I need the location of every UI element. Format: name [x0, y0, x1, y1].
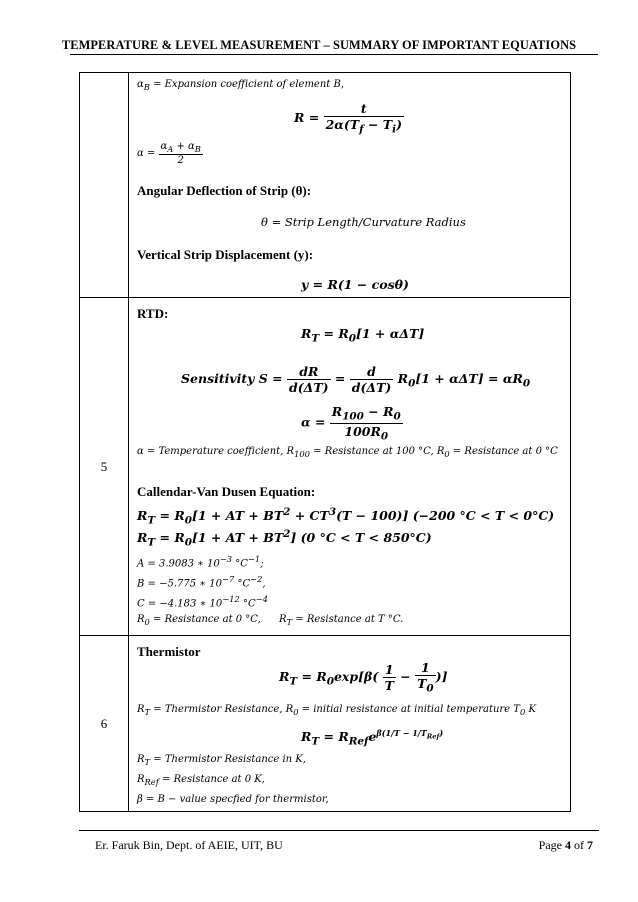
alpha-average-equation: α = $\frac{\alpha_A + \alpha_B}{2}$ — [137, 141, 201, 166]
constant-a: A = 3.9083 ∗ $10^{-3}$ $^\circ C^{-1}$; — [137, 554, 264, 570]
alpha-average-fraction: $\frac{\alpha_A + \alpha_B}{2}$ — [160, 141, 201, 166]
row-number-6: 6 — [80, 636, 129, 812]
page-of: of — [574, 838, 584, 852]
constant-c: C = −4.183 ∗ $10^{-12}$ $^\circ C^{-4}$ — [137, 594, 268, 610]
thermistor-definition-4: β = B − value specfied for thermistor, — [137, 794, 329, 805]
row-number-5: 5 — [80, 298, 129, 636]
page-total: 7 — [587, 838, 593, 852]
footer-author: Er. Faruk Bin, Dept. of AEIE, UIT, BU — [95, 838, 283, 852]
table-row-rtd — [80, 298, 571, 636]
rt-definition: $R_T$ = Resistance at T °C. — [279, 614, 404, 627]
r0-definition: $R_0$ = Resistance at 0 °C, — [137, 614, 261, 627]
page-header-title: TEMPERATURE & LEVEL MEASUREMENT – SUMMARY OF IMPORTANT EQUATIONS — [61, 38, 577, 52]
thermistor-definition-1: $R_T$ = Thermistor Resistance, $R_0$ = initial resistance at initial temperature $T_0$ K — [137, 704, 536, 717]
row-content-rtd — [129, 298, 571, 636]
rtd-definitions: α = Temperature coefficient, $R_{100}$ = Resistance at 100 °C, $R_0$ = Resistance at 0 °C — [137, 446, 558, 459]
thermistor-definition-2: $R_T$ = Thermistor Resistance in K, — [137, 754, 306, 767]
vertical-displacement-heading: Vertical Strip Displacement (y): — [137, 247, 314, 262]
cvd-equation-negative-range: $R_T = R_0[1$ + AT + $BT^2 + CT^3(T - 100)$] (−200 °C < T < 0°C) — [137, 506, 555, 527]
thermistor-equation-2: $R_T = R_{Ref}e^{\beta(1/T - 1/T_{Ref})}$ — [301, 728, 444, 748]
row-content-bimetal — [129, 73, 571, 298]
angular-deflection-heading: Angular Deflection of Strip (θ): — [137, 183, 312, 198]
radius-equation: R = $\frac{t}{2\alpha(T_f - T_i)}$ — [294, 101, 402, 136]
thermistor-equation-1: $R_T = R_0\exp[\beta$( $\frac{1}{T}$ − $\frac{1}{T_0}$ )] — [279, 660, 448, 695]
header-divider — [70, 54, 598, 55]
page-label: Page — [538, 838, 562, 852]
alpha-rtd-equation: α = $\frac{R_{100} - R_0}{100R_0}$ — [301, 404, 401, 442]
callendar-van-dusen-heading: Callendar-Van Dusen Equation: — [137, 484, 316, 499]
rtd-equation: $R_T = R_0[1 + \alpha\Delta T]$ — [301, 326, 425, 345]
alpha-b-definition: $\alpha_B$ = Expansion coefficient of element B, — [137, 79, 345, 92]
constant-b: B = −5.775 ∗ $10^{-7}$ $^\circ C^{-2}$, — [137, 574, 266, 590]
thermistor-heading: Thermistor — [137, 644, 201, 659]
footer-page-number — [539, 838, 593, 853]
sensitivity-equation: Sensitivity S = $\frac{dR}{d(\Delta T)}$ = $\frac{d}{d(\Delta T)}$ $R_0[1 + \alpha\Delta T] = \alpha R_0$ — [181, 364, 531, 395]
angular-deflection-equation: θ = Strip Length/Curvature Radius — [261, 215, 466, 229]
row-number-cell — [80, 73, 129, 298]
cvd-equation-positive-range: $R_T = R_0[1$ + AT + $BT^2$] (0 °C < T < 850°C) — [137, 528, 432, 549]
table-row-thermistor — [80, 636, 571, 812]
rtd-heading: RTD: — [137, 306, 169, 321]
equation-table — [79, 72, 571, 812]
table-row-bimetal — [80, 73, 571, 298]
page-current: 4 — [565, 838, 571, 852]
thermistor-definition-3: $R_{Ref}$ = Resistance at 0 K, — [137, 774, 265, 787]
vertical-displacement-equation: y = R(1 − cosθ) — [301, 277, 409, 292]
radius-fraction: $\frac{t}{2\alpha(T_f - T_i)}$ — [325, 101, 402, 136]
row-content-thermistor — [129, 636, 571, 812]
footer-divider — [79, 830, 599, 831]
